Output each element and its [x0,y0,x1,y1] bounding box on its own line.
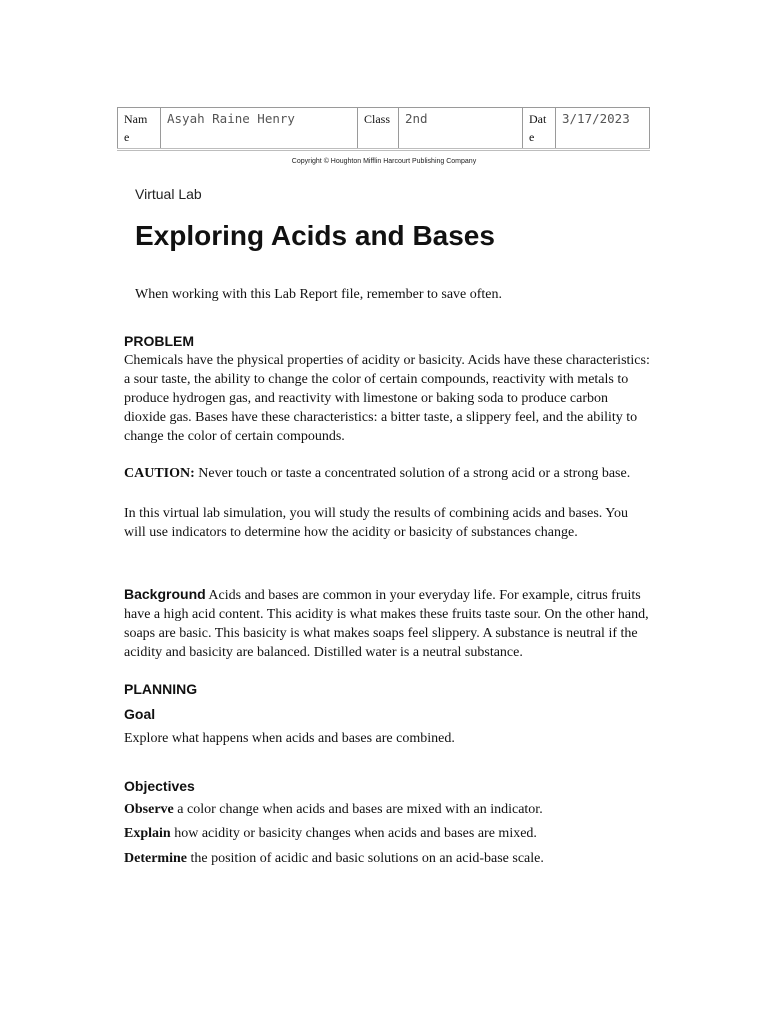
objective-text: the position of acidic and basic solutions on an acid-base scale. [186,851,544,866]
objective-item [124,849,650,868]
objective-text: how acidity or basicity changes when acids and bases are mixed. [170,826,537,841]
objective-text: a color change when acids and bases are mixed with an indicator. [173,802,543,817]
goal-text: Explore what happens when acids and bases are combined. [124,731,455,746]
class-label: Class [358,108,399,150]
caution-paragraph [124,464,650,483]
page-title: Exploring Acids and Bases [135,220,495,251]
background-paragraph [124,585,650,662]
goal-heading: Goal [124,706,156,722]
student-info-table [117,107,650,151]
planning-heading: PLANNING [124,681,198,697]
save-reminder: When working with this Lab Report file, remember to save often. [135,287,503,302]
simulation-intro: In this virtual lab simulation, you will study the results of combining acids and bases. You will use indicators to determine how the acidity or basicity of substances change. [124,506,628,540]
objective-verb: Determine [124,851,187,866]
date-label: Dat e [523,108,556,150]
objectives-heading: Objectives [124,778,195,794]
background-text: Acids and bases are common in your everyday life. For example, citrus fruits have a high acid content. This acidity is what makes these fruits taste sour. On the other hand, soaps are basic. This basicity is what makes soaps feel slippery. A substance is neutral if the acidity and basicity are balanced. Distilled water is a neutral substance. [124,588,649,660]
student-info-row [118,108,650,150]
caution-label: CAUTION: [124,466,195,481]
objective-item [124,800,650,819]
class-field[interactable]: 2nd [399,108,523,150]
objective-item [124,824,650,843]
problem-heading: PROBLEM [124,333,194,349]
problem-body: Chemicals have the physical properties of acidity or basicity. Acids have these characteristics: a sour taste, the ability to change the color of certain compounds, reactivity with metals to produce hydrogen gas, and reactivity with limestone or baking soda to produce carbon dioxide gas. Bases have these characteristics: a bitter taste, a slippery feel, and the ability to change the color of certain compounds. [124,353,650,444]
objective-verb: Explain [124,826,171,841]
background-label: Background [124,586,206,602]
lab-type-label: Virtual Lab [135,186,202,202]
copyright-notice: Copyright © Houghton Mifflin Harcourt Publishing Company [291,158,477,165]
name-field[interactable]: Asyah Raine Henry [161,108,358,150]
objective-verb: Observe [124,802,174,817]
date-field[interactable]: 3/17/2023 [556,108,650,150]
name-label: Nam e [118,108,161,150]
caution-text: Never touch or taste a concentrated solution of a strong acid or a strong base. [194,466,631,481]
